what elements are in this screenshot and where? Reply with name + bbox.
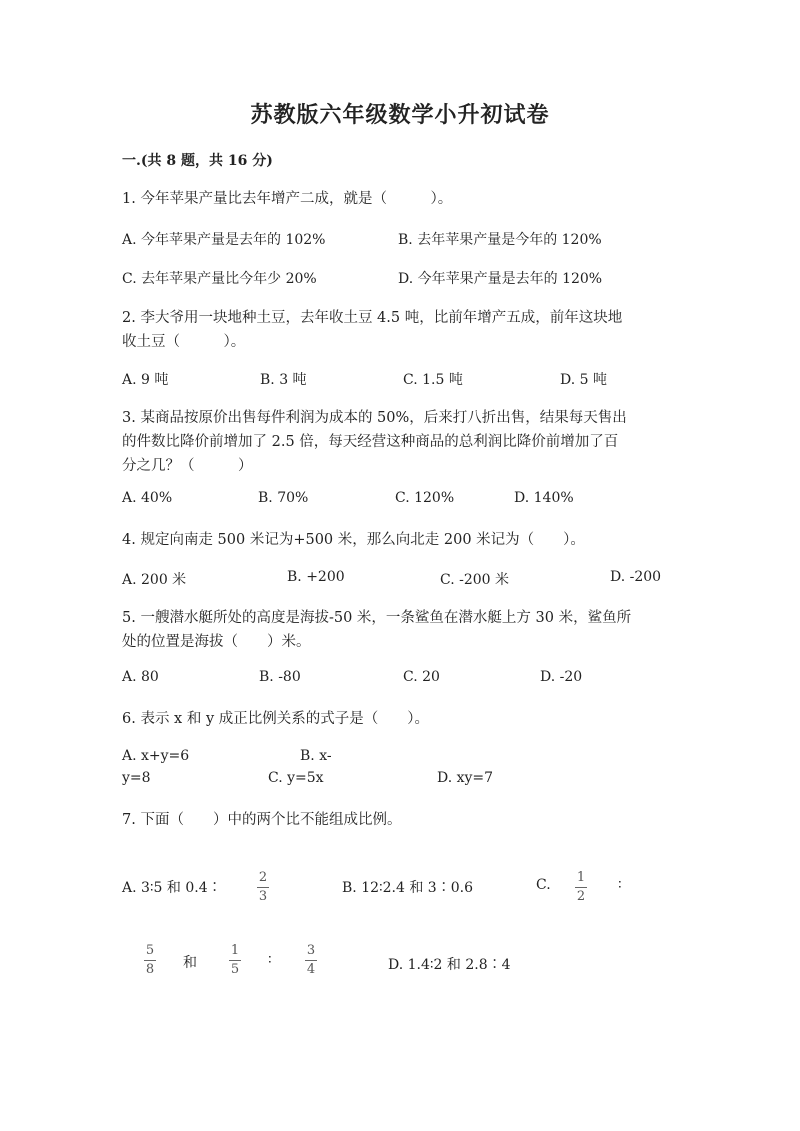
fraction-numerator: 1: [576, 870, 586, 885]
fraction-denominator: 4: [306, 962, 316, 977]
question-5-stem-line-2: 处的位置是海拔（ ）米。: [122, 634, 311, 650]
question-1-option-c: C. 去年苹果产量比今年少 20%: [122, 271, 317, 287]
fraction-denominator: 5: [230, 962, 240, 977]
question-2-stem-line-1: 2. 李大爷用一块地种土豆，去年收土豆 4.5 吨，比前年增产五成，前年这块地: [122, 310, 623, 326]
question-6-option-b-part-1: B. x-: [300, 748, 332, 764]
fraction-bar: [575, 887, 587, 888]
question-6-option-a: A. x+y=6: [122, 748, 190, 764]
fraction-numerator: 5: [145, 943, 155, 958]
question-4-option-b: B. +200: [287, 569, 345, 585]
question-7-option-c-and: 和: [183, 955, 197, 971]
question-1-option-a: A. 今年苹果产量是去年的 102%: [122, 232, 326, 248]
question-4-option-c: C. -200 米: [440, 572, 510, 588]
question-7-option-c-colon-2: ∶: [268, 952, 272, 968]
question-2-stem-line-2: 收土豆（ ）。: [122, 334, 246, 350]
fraction-denominator: 2: [576, 889, 586, 904]
fraction-numerator: 2: [258, 870, 268, 885]
page-title: 苏教版六年级数学小升初试卷: [250, 102, 550, 128]
fraction-denominator: 8: [145, 962, 155, 977]
question-1-stem: 1. 今年苹果产量比去年增产二成，就是（ ）。: [122, 191, 453, 207]
question-7-option-d: D. 1.4∶2 和 2.8∶4: [388, 957, 511, 973]
question-1-option-b: B. 去年苹果产量是今年的 120%: [398, 232, 602, 248]
question-5-option-d: D. -20: [540, 669, 583, 685]
fraction-denominator: 3: [258, 889, 268, 904]
question-5-option-b: B. -80: [259, 669, 301, 685]
question-1-option-d: D. 今年苹果产量是去年的 120%: [398, 271, 603, 287]
question-7-option-c-colon-1: ∶: [618, 877, 622, 893]
fraction-bar: [305, 960, 317, 961]
question-4-option-a: A. 200 米: [122, 572, 187, 588]
question-6-option-b-part-2: y=8: [122, 770, 151, 786]
fraction-bar: [144, 960, 156, 961]
fraction-numerator: 3: [306, 943, 316, 958]
question-6-option-c: C. y=5x: [268, 770, 324, 786]
question-3-stem-line-2: 的件数比降价前增加了 2.5 倍，每天经营这种商品的总利润比降价前增加了百: [122, 434, 619, 450]
question-2-option-b: B. 3 吨: [260, 372, 307, 388]
question-3-option-d: D. 140%: [514, 490, 574, 506]
question-2-option-a: A. 9 吨: [122, 372, 169, 388]
fraction-bar: [257, 887, 269, 888]
question-7-stem: 7. 下面（ ）中的两个比不能组成比例。: [122, 812, 402, 828]
question-7-option-c-fraction-4: [305, 944, 317, 977]
question-3-option-a: A. 40%: [122, 490, 173, 506]
question-3-option-b: B. 70%: [258, 490, 309, 506]
question-5-option-c: C. 20: [403, 669, 440, 685]
question-6-option-d: D. xy=7: [437, 770, 494, 786]
question-7-option-a-fraction: [257, 871, 269, 904]
question-7-option-a: A. 3∶5 和 0.4∶: [122, 880, 222, 896]
question-6-stem: 6. 表示 x 和 y 成正比例关系的式子是（ ）。: [122, 711, 429, 727]
question-3-stem-line-3: 分之几？（ ）: [122, 458, 253, 474]
question-4-option-d: D. -200: [610, 569, 662, 585]
question-7-option-c-fraction-1: [575, 871, 587, 904]
question-2-option-d: D. 5 吨: [560, 372, 607, 388]
question-7-option-c-fraction-2: [144, 944, 156, 977]
question-5-option-a: A. 80: [122, 669, 159, 685]
question-3-stem-line-1: 3. 某商品按原价出售每件利润为成本的 50%，后来打八折出售，结果每天售出: [122, 410, 627, 426]
question-2-option-c: C. 1.5 吨: [403, 372, 463, 388]
fraction-bar: [229, 960, 241, 961]
question-3-option-c: C. 120%: [395, 490, 455, 506]
fraction-numerator: 1: [230, 943, 240, 958]
question-5-stem-line-1: 5. 一艘潜水艇所处的高度是海拔-50 米，一条鲨鱼在潜水艇上方 30 米，鲨鱼所: [122, 610, 632, 626]
section-heading: 一.(共 8 题，共 16 分): [122, 153, 273, 169]
question-7-option-c-label: C.: [536, 877, 551, 893]
question-4-stem: 4. 规定向南走 500 米记为+500 米，那么向北走 200 米记为（ ）。: [122, 532, 585, 548]
question-7-option-c-fraction-3: [229, 944, 241, 977]
question-7-option-b: B. 12∶2.4 和 3∶0.6: [342, 880, 473, 896]
